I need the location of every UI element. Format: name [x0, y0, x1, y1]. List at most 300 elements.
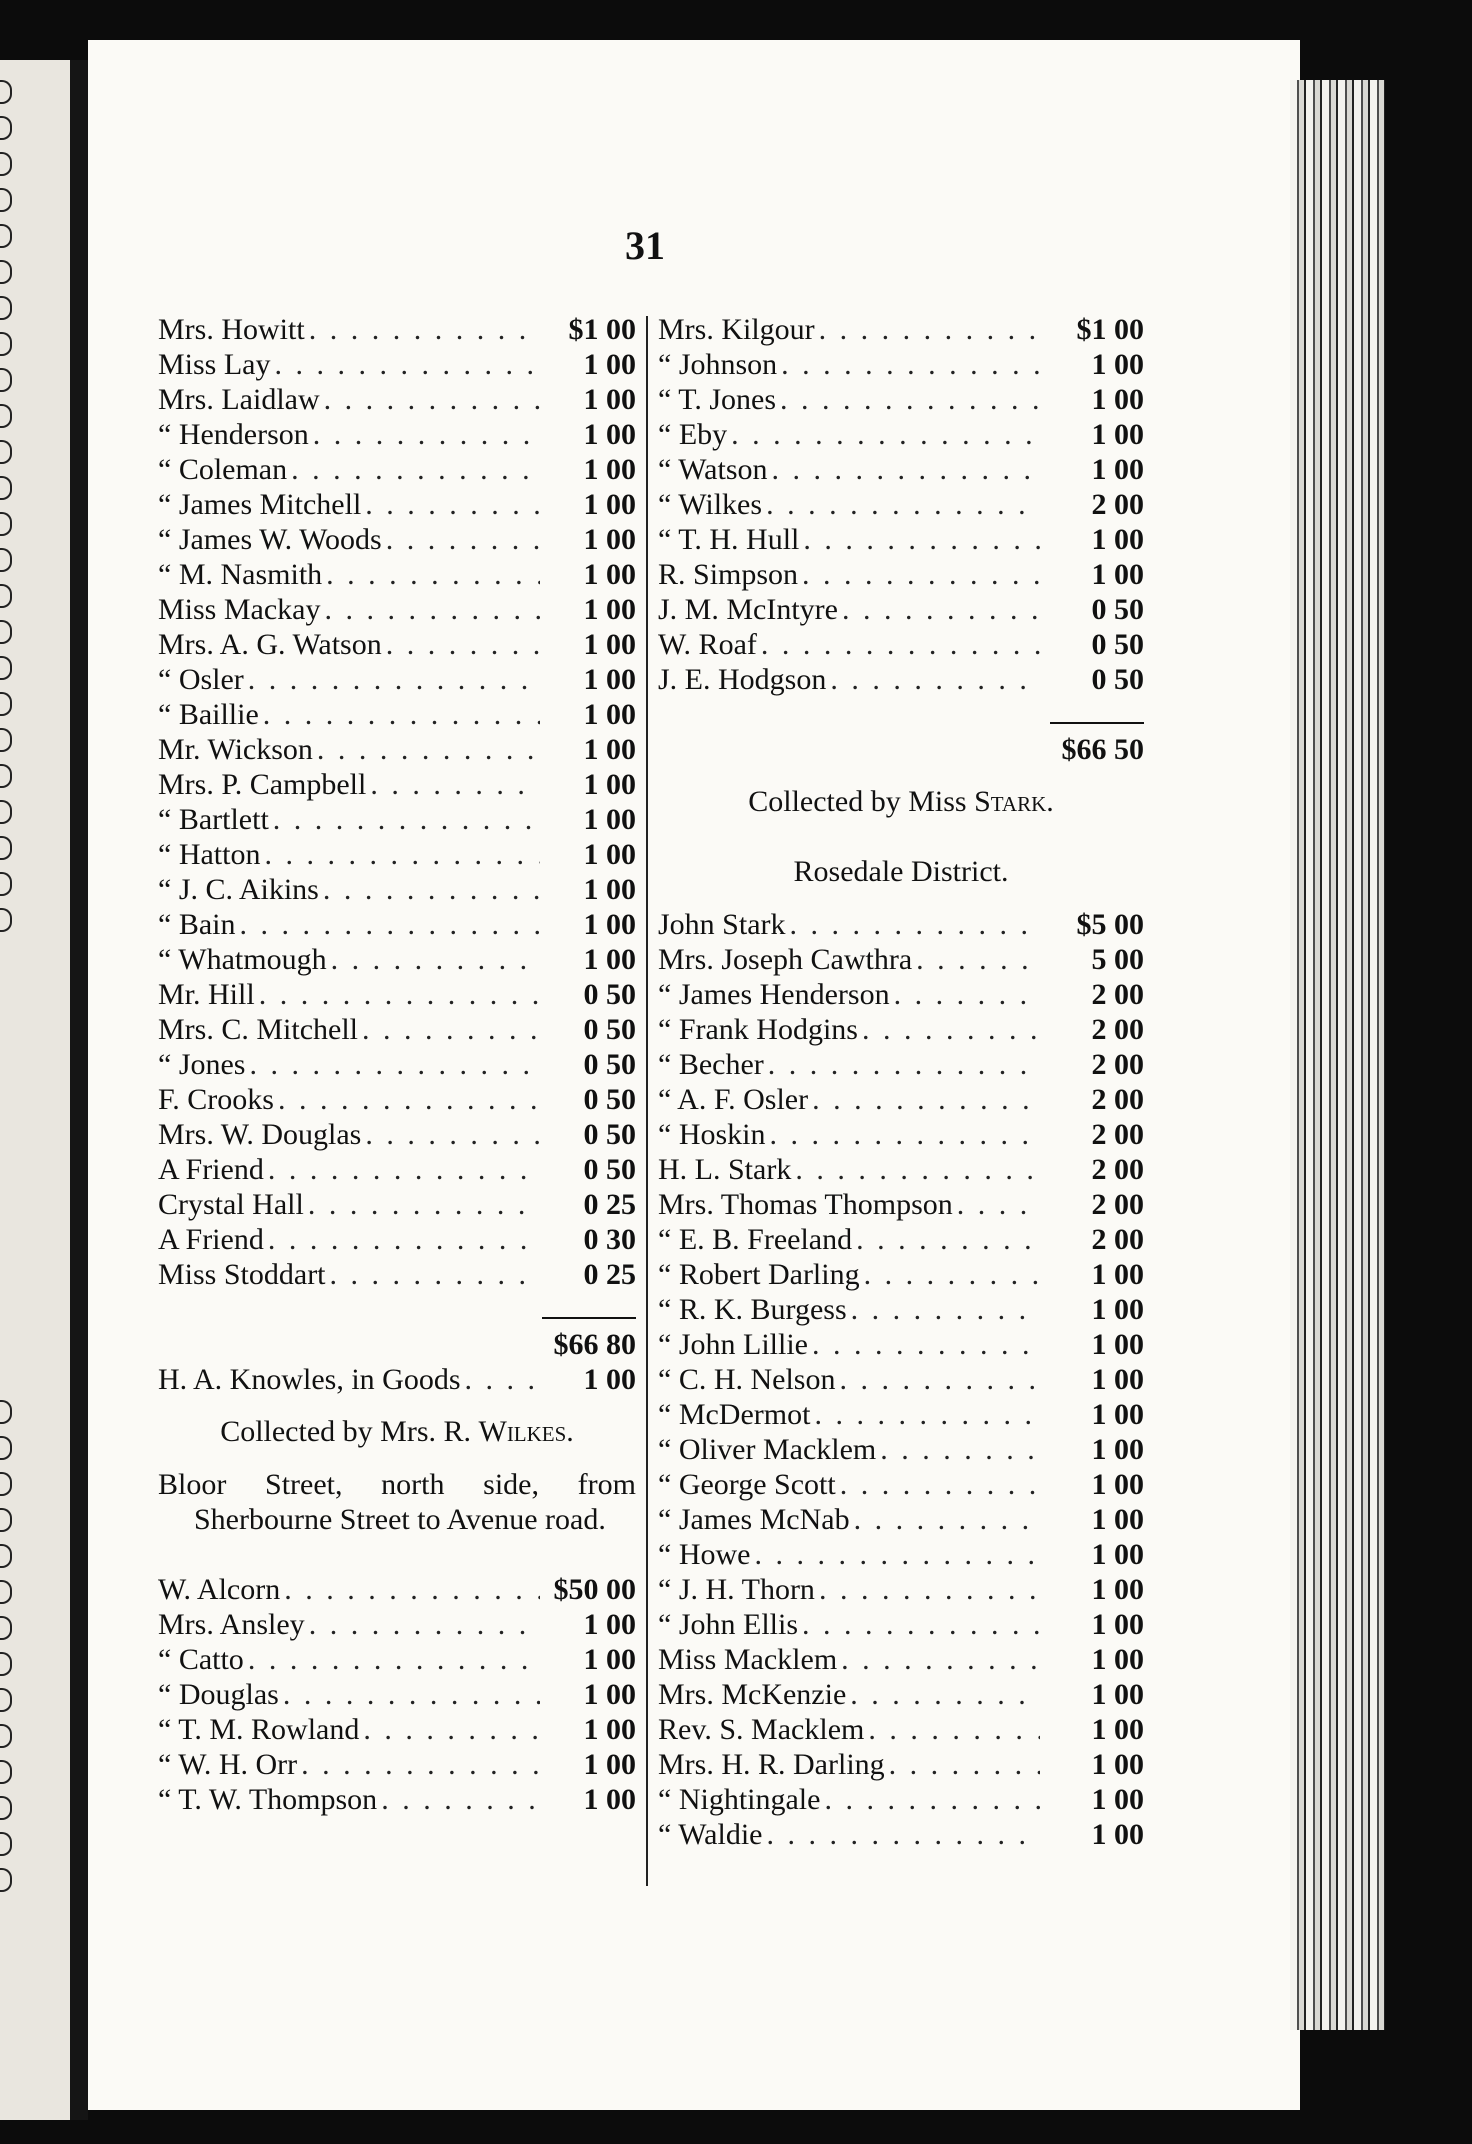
entry-name: Mrs. A. G. Watson [158, 628, 382, 661]
leader-dots [916, 942, 1040, 977]
list-item [158, 382, 636, 417]
list-item [658, 1642, 1144, 1677]
leader-dots [330, 1257, 540, 1292]
leader-dots [301, 1747, 540, 1782]
list-item [158, 697, 636, 732]
entry-name: Miss Lay [158, 348, 271, 381]
list-item [658, 522, 1144, 557]
list-item [658, 417, 1144, 452]
leader-dots [957, 1187, 1040, 1222]
list-item [658, 1117, 1144, 1152]
entry-amount: 1 00 [583, 733, 636, 766]
entry-name: A Friend [158, 1223, 264, 1256]
leader-dots [313, 417, 540, 452]
list-item [158, 662, 636, 697]
entry-amount: 1 00 [583, 838, 636, 871]
stitch-mark [0, 1616, 12, 1640]
list-item [658, 1222, 1144, 1257]
entry-amount: 1 00 [583, 593, 636, 626]
entry-amount: 1 00 [583, 383, 636, 416]
stitch-mark [0, 1508, 12, 1532]
entry-amount: 0 50 [1091, 593, 1144, 626]
entry-amount: 2 00 [1091, 1048, 1144, 1081]
entry-amount: $5 00 [1076, 908, 1144, 941]
leader-dots [263, 697, 540, 732]
leader-dots [889, 1747, 1040, 1782]
entry-amount: 1 00 [583, 943, 636, 976]
entry-name: “ T. H. Hull [658, 523, 800, 556]
list-item [158, 1677, 636, 1712]
entry-name: “ Osler [158, 663, 244, 696]
entry-amount: 1 00 [583, 1783, 636, 1816]
entry-name: W. Alcorn [158, 1573, 281, 1606]
leader-dots [309, 312, 540, 347]
entry-name: Miss Stoddart [158, 1258, 326, 1291]
entry-amount: 0 50 [583, 1118, 636, 1151]
list-item [658, 1572, 1144, 1607]
stitch-mark [0, 1436, 12, 1460]
list-item [658, 1712, 1144, 1747]
list-item [658, 1012, 1144, 1047]
entry-amount: 1 00 [583, 488, 636, 521]
entry-name: Miss Macklem [658, 1643, 838, 1676]
leader-dots [248, 1642, 540, 1677]
entry-name: “ John Ellis [658, 1608, 798, 1641]
entry-amount: 1 00 [1091, 1678, 1144, 1711]
stitch-mark [0, 1688, 12, 1712]
list-item [158, 1082, 636, 1117]
leader-dots [830, 662, 1040, 697]
leader-dots [239, 907, 540, 942]
entry-amount: 1 00 [583, 908, 636, 941]
leader-dots [795, 1152, 1040, 1187]
leader-dots [754, 1537, 1040, 1572]
stitch-mark [0, 512, 12, 536]
right-list-a [658, 312, 1144, 697]
entry-amount: 0 30 [583, 1223, 636, 1256]
leader-dots [803, 522, 1040, 557]
entry-amount: 0 50 [1091, 663, 1144, 696]
leader-dots [331, 942, 540, 977]
entry-amount: 0 25 [583, 1258, 636, 1291]
binding-stitches [0, 60, 20, 2120]
leader-dots [365, 487, 540, 522]
list-item [658, 452, 1144, 487]
entry-amount: 1 00 [583, 803, 636, 836]
leader-dots [465, 1362, 540, 1397]
entry-name: W. Roaf [658, 628, 757, 661]
leader-dots [842, 592, 1040, 627]
leader-dots [259, 977, 540, 1012]
list-item [658, 907, 1144, 942]
entry-name: “ T. W. Thompson [158, 1783, 378, 1816]
entry-name: “ Robert Darling [658, 1258, 860, 1291]
leader-dots [268, 1222, 540, 1257]
list-item [158, 942, 636, 977]
entry-name: “ McDermot [658, 1398, 811, 1431]
list-item [658, 1607, 1144, 1642]
list-item [158, 1572, 636, 1607]
list-item [658, 347, 1144, 382]
stitch-mark [0, 1760, 12, 1784]
list-item [658, 1047, 1144, 1082]
left-list-a [158, 312, 636, 1292]
stitch-mark [0, 728, 12, 752]
stitch-mark [0, 800, 12, 824]
stitch-mark [0, 548, 12, 572]
entry-amount: 0 50 [583, 978, 636, 1011]
leader-dots [868, 1712, 1040, 1747]
list-item [658, 942, 1144, 977]
list-item [658, 1432, 1144, 1467]
entry-amount: 1 00 [1091, 418, 1144, 451]
entry-amount: 1 00 [1091, 1503, 1144, 1536]
entry-amount: 1 00 [583, 1678, 636, 1711]
leader-dots [248, 662, 540, 697]
list-item [658, 1327, 1144, 1362]
right-list-b [658, 907, 1144, 1852]
entry-name: “ J. C. Aikins [158, 873, 319, 906]
entry-name: Mrs. P. Campbell [158, 768, 367, 801]
list-item [658, 1257, 1144, 1292]
left-column [158, 312, 636, 1817]
list-item [658, 627, 1144, 662]
entry-name: “ Hatton [158, 838, 261, 871]
stitch-mark [0, 584, 12, 608]
leader-dots [770, 1117, 1041, 1152]
left-list-b [158, 1572, 636, 1817]
entry-amount: 0 25 [583, 1188, 636, 1221]
entry-amount: 5 00 [1091, 943, 1144, 976]
entry-name: “ C. H. Nelson [658, 1363, 836, 1396]
entry-amount: 1 00 [1091, 1783, 1144, 1816]
list-item [658, 1747, 1144, 1782]
list-item [658, 1782, 1144, 1817]
entry-name: “ Coleman [158, 453, 288, 486]
list-item [158, 1222, 636, 1257]
entry-amount: 2 00 [1091, 1153, 1144, 1186]
entry-amount: 2 00 [1091, 1188, 1144, 1221]
list-item [158, 1117, 636, 1152]
entry-name: J. M. McIntyre [658, 593, 838, 626]
leader-dots [839, 1362, 1040, 1397]
leader-dots [370, 767, 540, 802]
list-item [158, 732, 636, 767]
leader-dots [802, 557, 1040, 592]
entry-name: Mr. Hill [158, 978, 255, 1011]
leader-dots [365, 1117, 540, 1152]
leader-dots [291, 452, 540, 487]
stitch-mark [0, 152, 12, 176]
stitch-mark [0, 1796, 12, 1820]
leader-dots [814, 1397, 1040, 1432]
entry-name: “ T. M. Rowland [158, 1713, 360, 1746]
entry-name: “ Baillie [158, 698, 259, 731]
stitch-mark [0, 476, 12, 500]
list-item [658, 382, 1144, 417]
entry-name: Mrs. C. Mitchell [158, 1013, 358, 1046]
stitch-mark [0, 1868, 12, 1892]
entry-amount: 1 00 [583, 1643, 636, 1676]
list-item [158, 1257, 636, 1292]
leader-dots [278, 1082, 540, 1117]
page-stack-edges [1290, 80, 1385, 2030]
list-item [158, 1012, 636, 1047]
entry-name: “ T. Jones [658, 383, 777, 416]
entry-name: Mrs. Laidlaw [158, 383, 320, 416]
leader-dots [731, 417, 1040, 452]
right-collector-name: Stark. [974, 785, 1054, 818]
list-item [158, 1607, 636, 1642]
entry-amount: 1 00 [583, 558, 636, 591]
leader-dots [363, 1712, 540, 1747]
entry-name: “ Whatmough [158, 943, 327, 976]
leader-dots [862, 1012, 1040, 1047]
list-item [158, 1747, 636, 1782]
entry-amount: 1 00 [1091, 1258, 1144, 1291]
stitch-mark [0, 656, 12, 680]
entry-name: Mrs. Joseph Cawthra [658, 943, 913, 976]
entry-name: “ R. K. Burgess [658, 1293, 847, 1326]
entry-amount: 1 00 [1091, 1538, 1144, 1571]
leader-dots [362, 1012, 540, 1047]
right-district: Rosedale District. [793, 855, 1009, 888]
entry-name: “ Johnson [658, 348, 778, 381]
entry-name: “ Wilkes [658, 488, 763, 521]
left-subtotal [158, 1327, 636, 1362]
list-item [658, 1817, 1144, 1852]
entry-amount: 2 00 [1091, 1223, 1144, 1256]
stitch-mark [0, 1652, 12, 1676]
entry-amount: 1 00 [583, 1713, 636, 1746]
leader-dots [864, 1257, 1040, 1292]
list-item [158, 1187, 636, 1222]
leader-dots [780, 382, 1040, 417]
list-item [158, 312, 636, 347]
entry-name: “ Hoskin [658, 1118, 766, 1151]
leader-dots [856, 1222, 1040, 1257]
entry-amount: 1 00 [583, 1748, 636, 1781]
list-item [158, 1782, 636, 1817]
list-item [158, 1047, 636, 1082]
list-item [658, 1502, 1144, 1537]
stitch-mark [0, 620, 12, 644]
list-item [658, 487, 1144, 522]
leader-dots [854, 1502, 1040, 1537]
entry-amount: $1 00 [1076, 313, 1144, 346]
list-item [158, 522, 636, 557]
entry-amount: $50 00 [553, 1573, 636, 1606]
left-collector-heading [158, 1397, 636, 1467]
list-item [658, 1292, 1144, 1327]
leader-dots [308, 1187, 540, 1222]
stitch-mark [0, 332, 12, 356]
entry-name: “ Oliver Macklem [658, 1433, 877, 1466]
leader-dots [766, 487, 1040, 522]
right-column [658, 312, 1144, 1852]
entry-amount: 1 00 [1091, 453, 1144, 486]
leader-dots [840, 1467, 1040, 1502]
leader-dots [273, 802, 540, 837]
entry-name: “ Catto [158, 1643, 244, 1676]
leader-dots [381, 1782, 540, 1817]
column-divider [646, 316, 648, 1886]
entry-name: “ Jones [158, 1048, 246, 1081]
right-subtotal [658, 732, 1144, 767]
leader-dots [841, 1642, 1040, 1677]
stitch-mark [0, 1580, 12, 1604]
entry-amount: 1 00 [1091, 1608, 1144, 1641]
leader-dots [309, 1607, 540, 1642]
page-number: 31 [625, 223, 665, 268]
entry-amount: 1 00 [583, 873, 636, 906]
stitch-mark [0, 1400, 12, 1424]
entry-name: “ James Henderson [658, 978, 890, 1011]
scan-border [1385, 0, 1472, 2144]
list-item [658, 592, 1144, 627]
entry-amount: 1 00 [1091, 1573, 1144, 1606]
entry-name: “ Eby [658, 418, 728, 451]
entry-name: “ Bain [158, 908, 236, 941]
stitch-mark [0, 1832, 12, 1856]
entry-amount: 1 00 [583, 628, 636, 661]
leader-dots [850, 1677, 1040, 1712]
leader-dots [264, 837, 540, 872]
right-collector-heading [658, 767, 1144, 837]
stitch-mark [0, 224, 12, 248]
leader-dots [768, 1047, 1040, 1082]
entry-name: “ M. Nasmith [158, 558, 323, 591]
entry-name: F. Crooks [158, 1083, 274, 1116]
entry-amount: 0 50 [1091, 628, 1144, 661]
leader-dots [284, 1572, 540, 1607]
entry-amount: 1 00 [583, 1608, 636, 1641]
list-item [158, 452, 636, 487]
leader-dots [880, 1432, 1040, 1467]
entry-name: R. Simpson [658, 558, 799, 591]
entry-amount: 0 50 [583, 1083, 636, 1116]
entry-name: Mrs. Kilgour [658, 313, 815, 346]
right-collector-prefix: Collected by Miss [748, 785, 975, 818]
entry-amount: 1 00 [1091, 1713, 1144, 1746]
entry-amount: 1 00 [1091, 1293, 1144, 1326]
entry-name: Crystal Hall [158, 1188, 304, 1221]
leader-dots [894, 977, 1040, 1012]
entry-amount: 2 00 [1091, 1083, 1144, 1116]
entry-amount: 1 00 [1091, 1433, 1144, 1466]
list-item [158, 487, 636, 522]
leader-dots [824, 1782, 1040, 1817]
leader-dots [790, 907, 1041, 942]
entry-name: “ W. H. Orr [158, 1748, 298, 1781]
entry-amount: 0 50 [583, 1013, 636, 1046]
entry-name: H. L. Stark [658, 1153, 792, 1186]
entry-name: Mr. Wickson [158, 733, 313, 766]
entry-name: “ George Scott [658, 1468, 836, 1501]
leader-dots [323, 872, 540, 907]
entry-amount: 1 00 [1091, 558, 1144, 591]
stitch-mark [0, 872, 12, 896]
entry-name: Mrs. H. R. Darling [658, 1748, 885, 1781]
stitch-mark [0, 908, 12, 932]
list-item [158, 977, 636, 1012]
left-collector-name: Wilkes. [478, 1415, 574, 1448]
leader-dots [386, 522, 540, 557]
entry-name: “ A. F. Osler [658, 1083, 809, 1116]
entry-amount: 1 00 [1091, 523, 1144, 556]
entry-amount: 1 00 [583, 698, 636, 731]
leader-dots [324, 592, 540, 627]
entry-amount: 2 00 [1091, 488, 1144, 521]
entry-name: “ Frank Hodgins [658, 1013, 858, 1046]
entry-amount: 1 00 [1091, 383, 1144, 416]
stitch-mark [0, 692, 12, 716]
right-subtotal-amount: $66 50 [1061, 733, 1144, 766]
leader-dots [326, 557, 540, 592]
entry-name: “ E. B. Freeland [658, 1223, 853, 1256]
entry-amount: 1 00 [1091, 1643, 1144, 1676]
entry-amount: 1 00 [1091, 1818, 1144, 1851]
leader-dots [772, 452, 1040, 487]
goods-entry-name: H. A. Knowles, in Goods [158, 1363, 461, 1396]
list-item [658, 1537, 1144, 1572]
list-item [158, 417, 636, 452]
entry-name: Mrs. Ansley [158, 1608, 305, 1641]
stitch-mark [0, 1724, 12, 1748]
entry-name: “ Watson [658, 453, 768, 486]
entry-name: “ Bartlett [158, 803, 269, 836]
stitch-mark [0, 836, 12, 860]
left-spacer [158, 1537, 636, 1572]
entry-name: Rev. S. Macklem [658, 1713, 865, 1746]
list-item [658, 1362, 1144, 1397]
leader-dots [761, 627, 1040, 662]
list-item [158, 837, 636, 872]
entry-name: “ Becher [658, 1048, 764, 1081]
list-item [658, 1467, 1144, 1502]
entry-amount: 1 00 [583, 663, 636, 696]
left-total-rule [158, 1292, 636, 1327]
stitch-mark [0, 1472, 12, 1496]
entry-amount: 1 00 [1091, 1468, 1144, 1501]
leader-dots [802, 1607, 1040, 1642]
leader-dots [812, 1327, 1040, 1362]
list-item [158, 1712, 636, 1747]
entry-name: “ Waldie [658, 1818, 763, 1851]
leader-dots [767, 1817, 1041, 1852]
left-collector-prefix: Collected by Mrs. R. [220, 1415, 479, 1448]
book-gutter [70, 60, 88, 2120]
entry-name: “ Nightingale [658, 1783, 821, 1816]
list-item [158, 592, 636, 627]
entry-name: “ John Lillie [658, 1328, 808, 1361]
entry-amount: $1 00 [568, 313, 636, 346]
entry-amount: 1 00 [583, 768, 636, 801]
leader-dots [268, 1152, 540, 1187]
entry-name: A Friend [158, 1153, 264, 1186]
list-item [658, 557, 1144, 592]
stitch-mark [0, 188, 12, 212]
list-item [658, 312, 1144, 347]
entry-name: John Stark [658, 908, 786, 941]
right-total-rule [658, 697, 1144, 732]
list-item [158, 802, 636, 837]
entry-name: Miss Mackay [158, 593, 321, 626]
list-item [158, 1642, 636, 1677]
list-item [158, 557, 636, 592]
entry-name: “ Howe [658, 1538, 751, 1571]
entry-name: “ Henderson [158, 418, 309, 451]
